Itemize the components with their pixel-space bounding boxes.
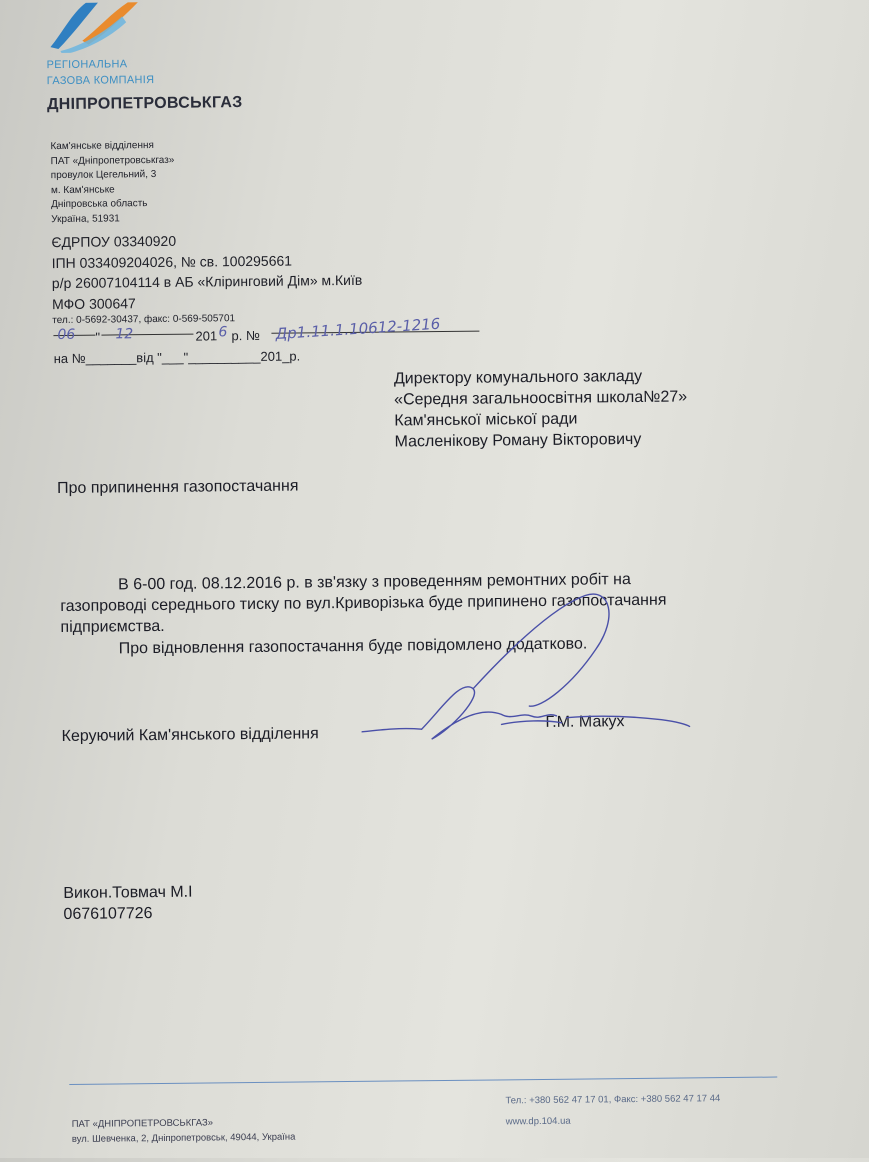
recipient-block: [394, 365, 688, 452]
logo-line-gas-company: ГАЗОВА КОМПАНІЯ: [46, 73, 155, 88]
address-line: м. Кам'янське: [50, 184, 115, 196]
outgoing-number-handwritten: Др1.11.1.10612-1216: [274, 314, 441, 344]
signatory-name: Г.М. Макух: [545, 713, 625, 731]
executor-name: Викон.Товмач М.І: [63, 883, 193, 902]
sender-phone-fax: тел.: 0-5692-30437, факс: 0-569-505701: [52, 313, 236, 327]
address-line: провулок Цегельний, 3: [50, 169, 157, 182]
address-line: Дніпровська область: [51, 198, 148, 211]
footer-contacts: Тел.: +380 562 47 17 01, Факс: +380 562 47 17 44: [505, 1093, 721, 1107]
footer-company: ПАТ «ДНІПРОПЕТРОВСЬКГАЗ»: [71, 1117, 214, 1130]
sender-registration: [51, 229, 362, 314]
year-prefix: 201: [195, 328, 218, 344]
address-line: Україна, 51931: [51, 213, 120, 226]
signatory-title: Керуючий Кам'янського відділення: [61, 725, 319, 746]
footer-website: www.dp.104.ua: [505, 1115, 571, 1128]
outgoing-reference: 06 " 12 201 6 р. № Др1.11.1.10612-1216: [53, 328, 493, 355]
body-paragraph-1-line-1: В 6-00 год. 08.12.2016 р. в зв'язку з проведенням ремонтних робіт на: [117, 571, 631, 594]
year-digit-handwritten: 6: [218, 324, 228, 341]
address-line: Кам'янське відділення: [50, 140, 154, 153]
executor-phone: 0676107726: [63, 905, 153, 923]
outgoing-day-handwritten: 06: [57, 326, 76, 344]
body-paragraph-1-line-3: підприємства.: [60, 617, 165, 637]
registration-line: ІПН 033409204026, № св. 100295661: [51, 252, 293, 271]
body-paragraph-2: Про відновлення газопостачання буде повідомлено додатково.: [118, 635, 588, 658]
recipient-line: Кам'янської міської ради: [394, 410, 578, 430]
outgoing-month-handwritten: 12: [115, 326, 134, 343]
footer-address: вул. Шевченка, 2, Дніпропетровськ, 49044, Україна: [71, 1131, 296, 1145]
registration-line: р/р 26007104114 в АБ «Кліринговий Дім» м.Київ: [51, 271, 363, 292]
outgoing-number-label: р. №: [231, 327, 260, 344]
handwritten-signature-icon: [360, 586, 692, 749]
logo-line-regional: РЕГІОНАЛЬНА: [46, 58, 128, 72]
body-paragraph-1-line-2: газопроводі середнього тиску по вул.Криворізька буде припинено газопостачання: [60, 591, 667, 616]
registration-line: ЄДРПОУ 03340920: [51, 232, 177, 251]
recipient-line: Масленікову Роману Вікторовичу: [394, 430, 642, 451]
recipient-line: «Середня загальноосвітня школа№27»: [394, 388, 688, 409]
registration-line: МФО 300647: [52, 294, 136, 312]
recipient-line: Директору комунального закладу: [393, 367, 643, 388]
company-logo-icon: [42, 2, 143, 53]
company-brand-name: ДНІПРОПЕТРОВСЬКГАЗ: [46, 94, 243, 114]
incoming-reference: на №_______від "___"__________201_р.: [53, 348, 301, 367]
sender-address: [50, 139, 175, 228]
address-line: ПАТ «Дніпропетровськгаз»: [50, 154, 175, 167]
footer-divider: [69, 1077, 777, 1085]
letter-subject: Про припинення газопостачання: [56, 477, 299, 498]
